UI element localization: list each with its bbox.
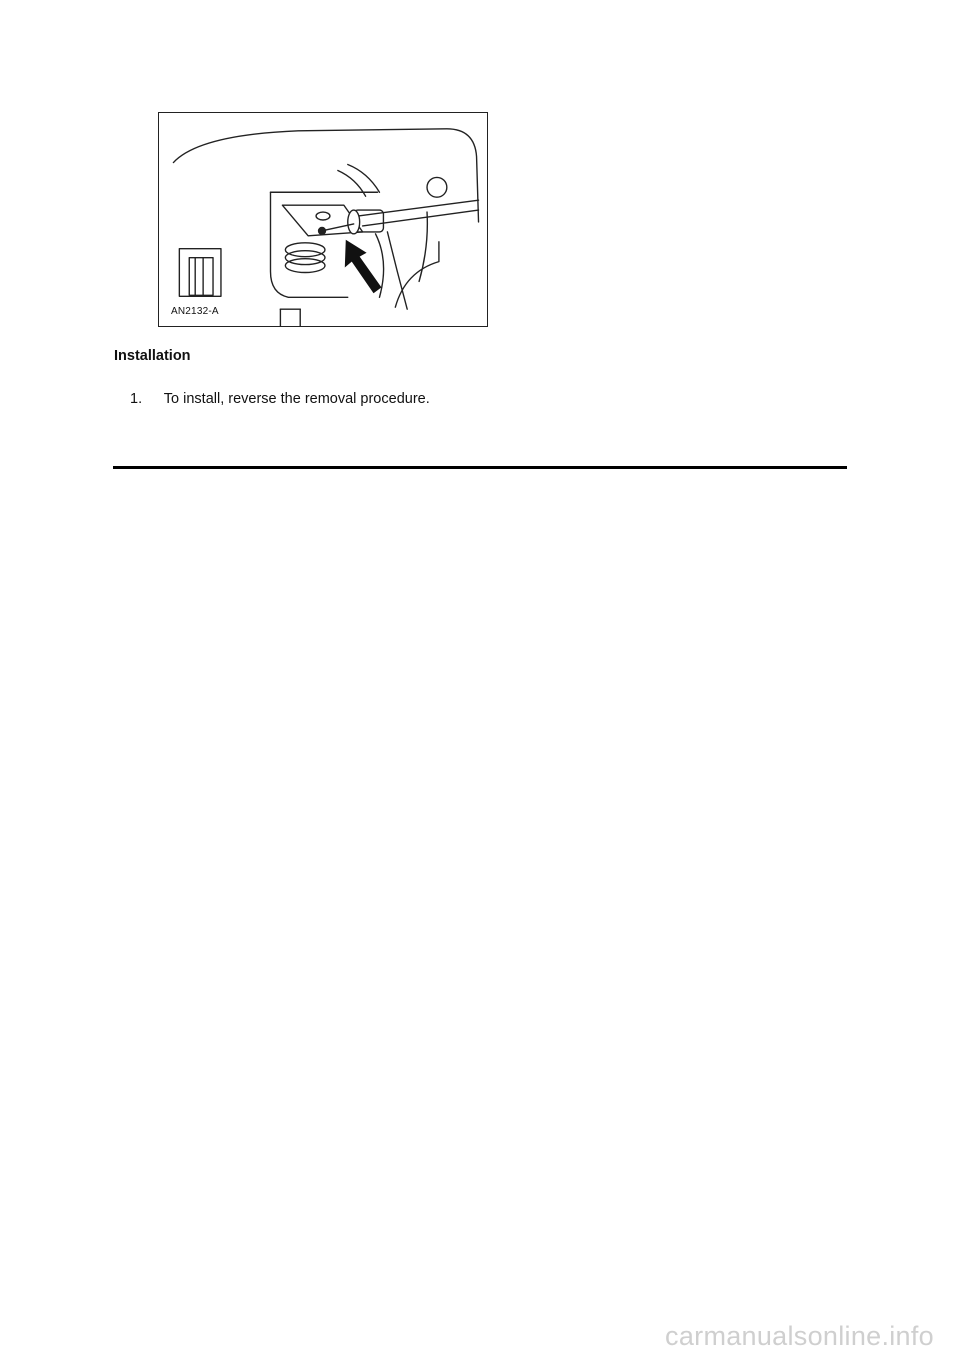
horizontal-rule — [113, 466, 847, 469]
illustration-figure — [158, 112, 488, 327]
section-heading: Installation — [114, 348, 191, 364]
door-handle-illustration — [159, 113, 487, 326]
figure-code: AN2132-A — [171, 306, 219, 317]
step-number: 1. — [130, 391, 143, 407]
step-text: To install, reverse the removal procedure. — [163, 391, 430, 407]
arrow-icon — [345, 240, 382, 293]
step-item — [130, 391, 430, 407]
watermark: carmanualsonline.info — [665, 1321, 934, 1351]
